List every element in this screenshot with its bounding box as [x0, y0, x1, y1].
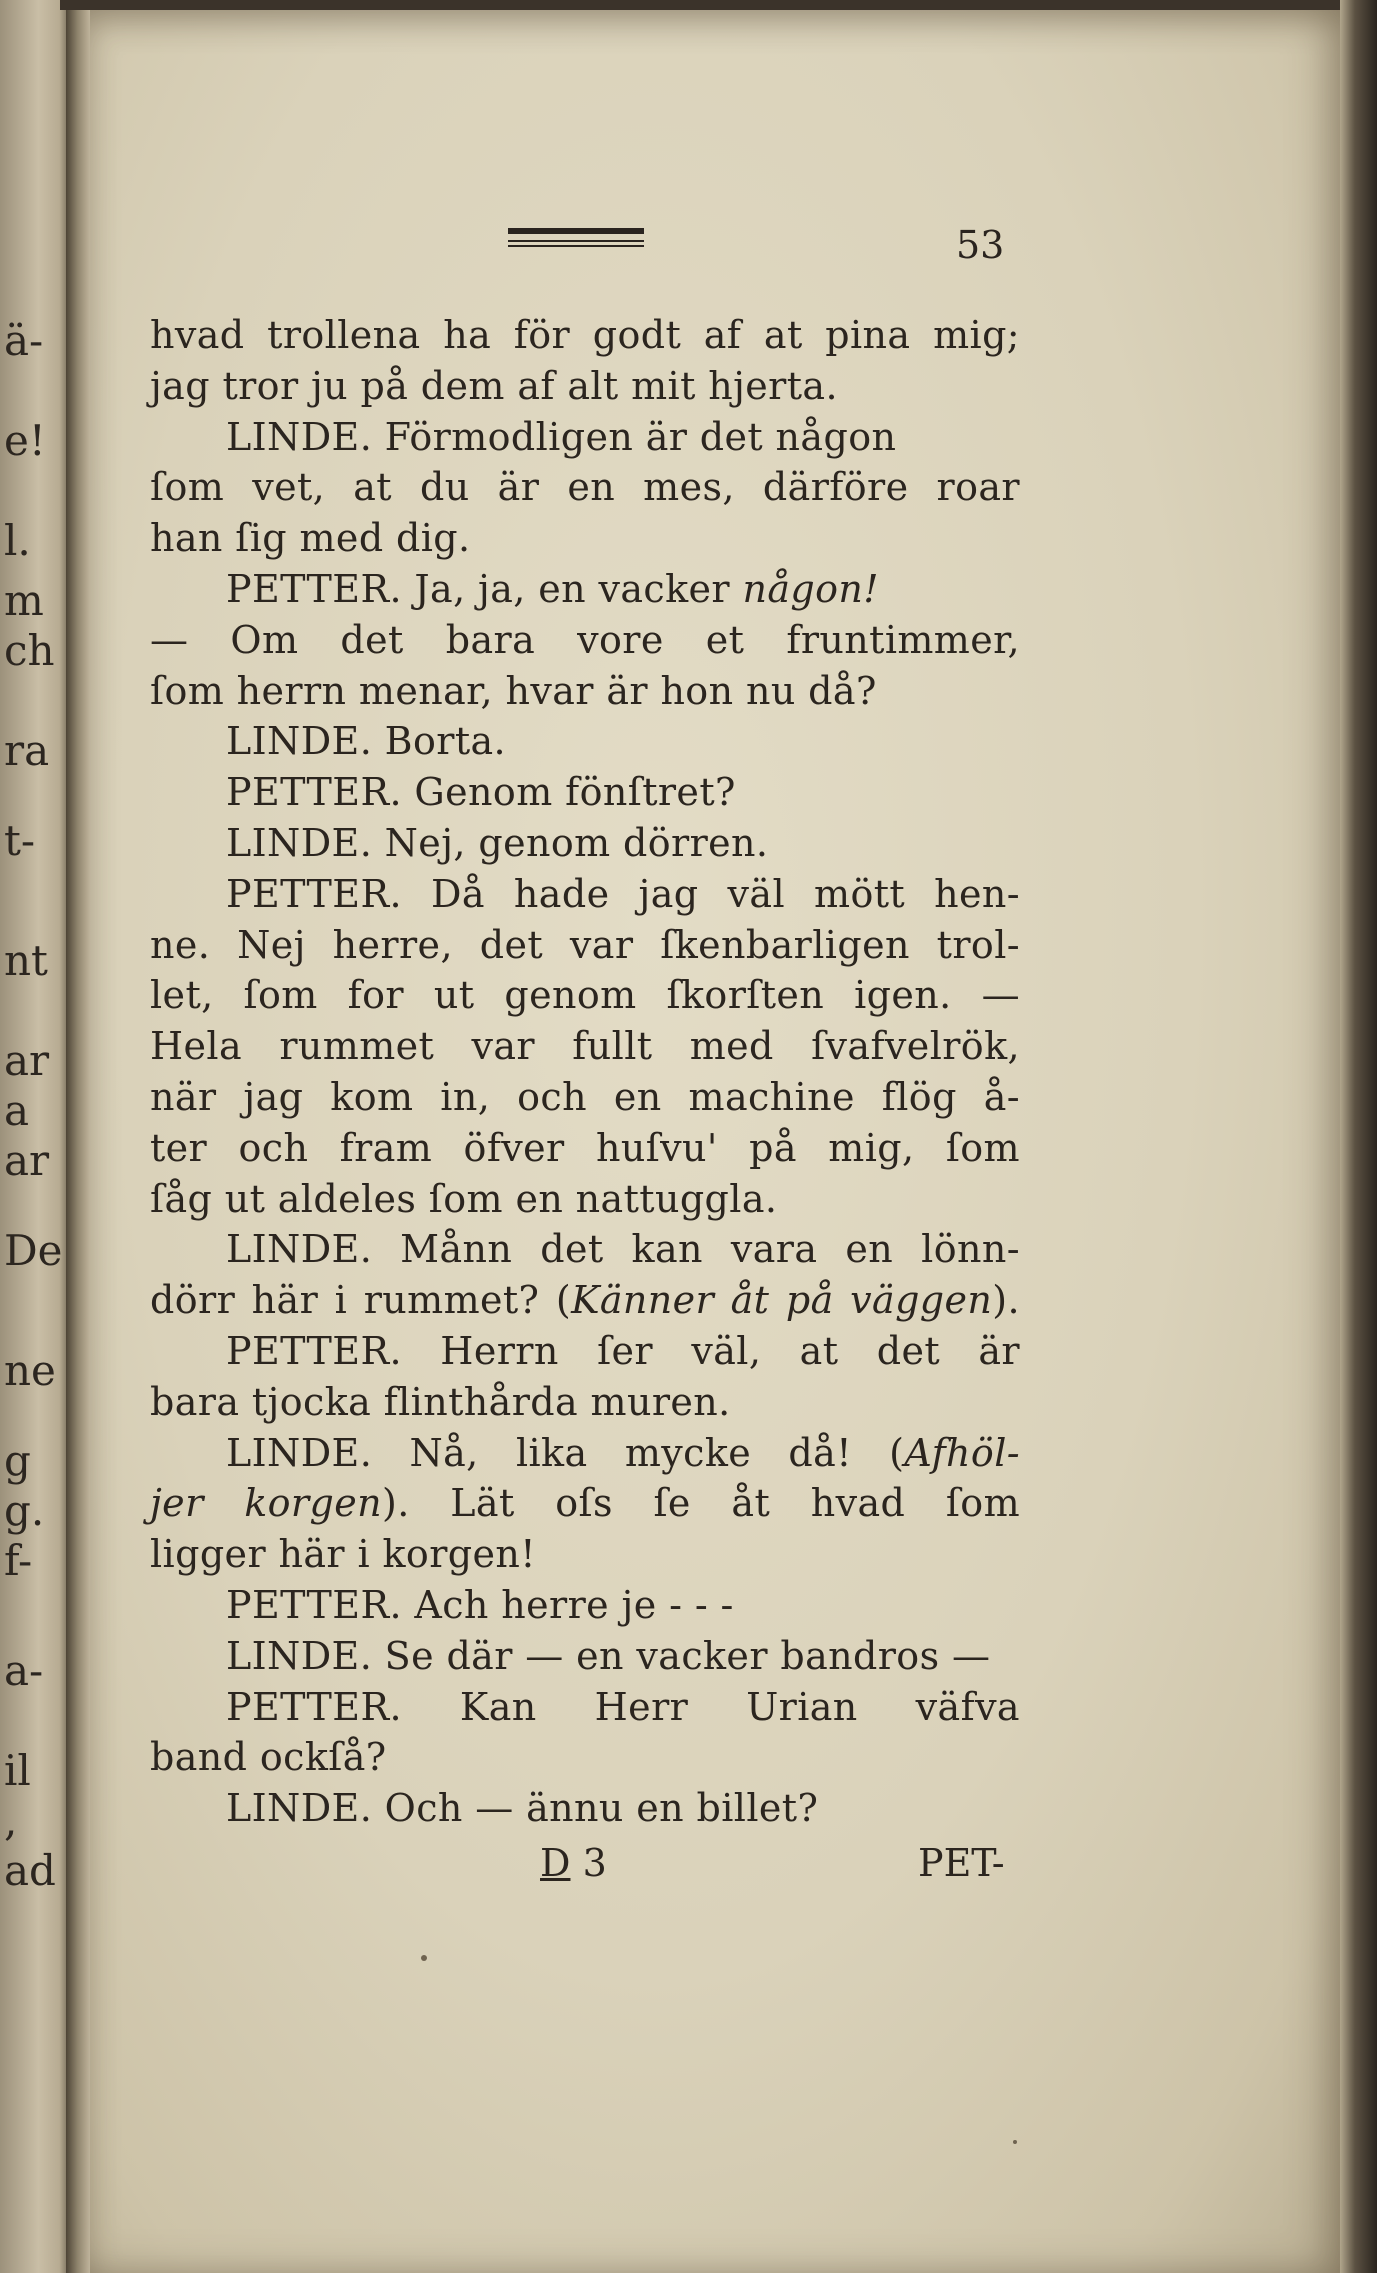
- text-segment: ne. Nej herre, det var ſkenbarligen trol-: [150, 923, 1020, 967]
- text-line: [150, 615, 1020, 665]
- text-segment: let, ſom for ut genom ſkorſten igen. —: [150, 973, 1020, 1017]
- text-line: [150, 666, 1020, 716]
- text-segment: LINDE. Se där — en vacker bandros —: [226, 1634, 991, 1678]
- text-segment: ligger här i korgen!: [150, 1532, 536, 1576]
- text-segment: PETTER. Ja, ja, en vacker: [226, 567, 743, 611]
- signature-number: 3: [582, 1841, 607, 1885]
- paper-speck: [1013, 2140, 1017, 2144]
- text-line: [150, 462, 1020, 512]
- text-segment: LINDE. Månn det kan vara en lönn-: [226, 1227, 1020, 1271]
- previous-page-fragment: ar: [4, 1136, 50, 1185]
- page-number: 53: [956, 223, 1005, 267]
- text-segment: LINDE. Nej, genom dörren.: [226, 821, 769, 865]
- rule-thin-line: [508, 245, 644, 247]
- previous-page-fragment: e!: [4, 416, 46, 465]
- text-line: [150, 361, 1020, 411]
- text-segment: PETTER. Genom fönſtret?: [226, 770, 736, 814]
- text-segment: — Om det bara vore et fruntimmer,: [150, 618, 1020, 662]
- italic-segment: jer korgen: [150, 1481, 382, 1525]
- text-segment: PETTER. Kan Herr Urian väfva: [226, 1685, 1020, 1729]
- text-segment: PETTER. Då hade jag väl mött hen-: [226, 872, 1020, 916]
- text-segment: han ſig med dig.: [150, 516, 471, 560]
- text-segment: ).: [992, 1278, 1021, 1322]
- italic-segment: Känner åt på väggen: [571, 1278, 993, 1322]
- text-line: [150, 513, 1020, 563]
- text-line: [150, 1275, 1020, 1325]
- italic-segment: någon!: [742, 567, 879, 611]
- text-segment: Hela rummet var fullt med ſvafvelrök,: [150, 1024, 1020, 1068]
- text-line: [150, 767, 1020, 817]
- catchword: PET-: [918, 1841, 1005, 1885]
- text-line: [150, 1326, 1020, 1376]
- previous-page-fragment: ad: [4, 1846, 56, 1895]
- text-segment: när jag kom in, och en machine flög å-: [150, 1075, 1020, 1119]
- text-segment: ſåg ut aldeles ſom en nattuggla.: [150, 1177, 778, 1221]
- previous-page-fragment: ne: [4, 1346, 56, 1395]
- text-line: [150, 1224, 1020, 1274]
- text-line: [150, 818, 1020, 868]
- previous-page-fragment: a-: [4, 1646, 44, 1695]
- text-line: [150, 1123, 1020, 1173]
- text-segment: LINDE. Nå, lika mycke då! (: [226, 1431, 905, 1475]
- rule-thick-line: [508, 228, 644, 234]
- text-line: [150, 1631, 1020, 1681]
- text-segment: ſom herrn menar, hvar är hon nu då?: [150, 669, 877, 713]
- text-line: [150, 716, 1020, 766]
- book-gutter: [66, 0, 92, 2273]
- text-line: [150, 1732, 1020, 1782]
- text-line: [150, 869, 1020, 919]
- previous-page-fragment: ch: [4, 626, 55, 675]
- text-segment: dörr här i rummet? (: [150, 1278, 572, 1322]
- previous-page-fragment: ,: [4, 1796, 18, 1845]
- previous-page-fragment: nt: [4, 936, 48, 985]
- text-segment: ter och fram öfver huſvu' på mig, ſom: [150, 1126, 1020, 1170]
- text-line: [150, 1021, 1020, 1071]
- previous-page-fragment: ra: [4, 726, 50, 775]
- text-line: [150, 1478, 1020, 1528]
- text-line: [150, 1428, 1020, 1478]
- signature-letter: D: [540, 1841, 571, 1885]
- text-line: [150, 1783, 1020, 1833]
- text-segment: band ockſå?: [150, 1735, 387, 1779]
- text-line: [150, 412, 1020, 462]
- text-line: [150, 310, 1020, 360]
- text-segment: PETTER. Herrn ſer väl, at det är: [226, 1329, 1020, 1373]
- text-line: [150, 1072, 1020, 1122]
- text-segment: ). Lät oſs ſe åt hvad ſom: [381, 1481, 1020, 1525]
- text-line: [150, 970, 1020, 1020]
- text-segment: bara tjocka flinthårda muren.: [150, 1380, 731, 1424]
- previous-page-fragment: ar: [4, 1036, 50, 1085]
- previous-page-fragment: g.: [4, 1486, 45, 1535]
- text-line: [150, 1580, 1020, 1630]
- paper-speck: [421, 1955, 427, 1961]
- previous-page-fragment: l.: [4, 516, 31, 565]
- text-line: [150, 1682, 1020, 1732]
- text-line: [150, 1377, 1020, 1427]
- text-segment: hvad trollena ha för godt af at pina mig;: [150, 313, 1020, 357]
- text-line: [150, 1529, 1020, 1579]
- header-ornament-rule: [508, 226, 644, 248]
- text-segment: jag tror ju på dem af alt mit hjerta.: [150, 364, 838, 408]
- previous-page-fragment: f-: [4, 1536, 33, 1585]
- previous-page-fragment: De: [4, 1226, 63, 1275]
- previous-page-fragment: il: [4, 1746, 31, 1795]
- previous-page-fragment: g: [4, 1436, 31, 1485]
- text-segment: LINDE. Förmodligen är det någon: [226, 415, 897, 459]
- text-line: [150, 564, 1020, 614]
- previous-page-edge: [0, 0, 70, 2273]
- italic-segment: Afhöl-: [904, 1431, 1020, 1475]
- text-line: [150, 1174, 1020, 1224]
- previous-page-fragment: a: [4, 1086, 30, 1135]
- top-edge-shadow: [60, 0, 1360, 10]
- text-segment: ſom vet, at du är en mes, därföre roar: [150, 465, 1020, 509]
- rule-thin-line: [508, 240, 644, 242]
- text-segment: LINDE. Och — ännu en billet?: [226, 1786, 819, 1830]
- text-segment: PETTER. Ach herre je - - -: [226, 1583, 734, 1627]
- signature-mark: [540, 1838, 607, 1888]
- text-segment: LINDE. Borta.: [226, 719, 507, 763]
- previous-page-fragment: t-: [4, 816, 36, 865]
- previous-page-fragment: m: [4, 576, 44, 625]
- right-page-edge: [1340, 0, 1377, 2273]
- previous-page-fragment: ä-: [4, 316, 44, 365]
- text-line: [150, 920, 1020, 970]
